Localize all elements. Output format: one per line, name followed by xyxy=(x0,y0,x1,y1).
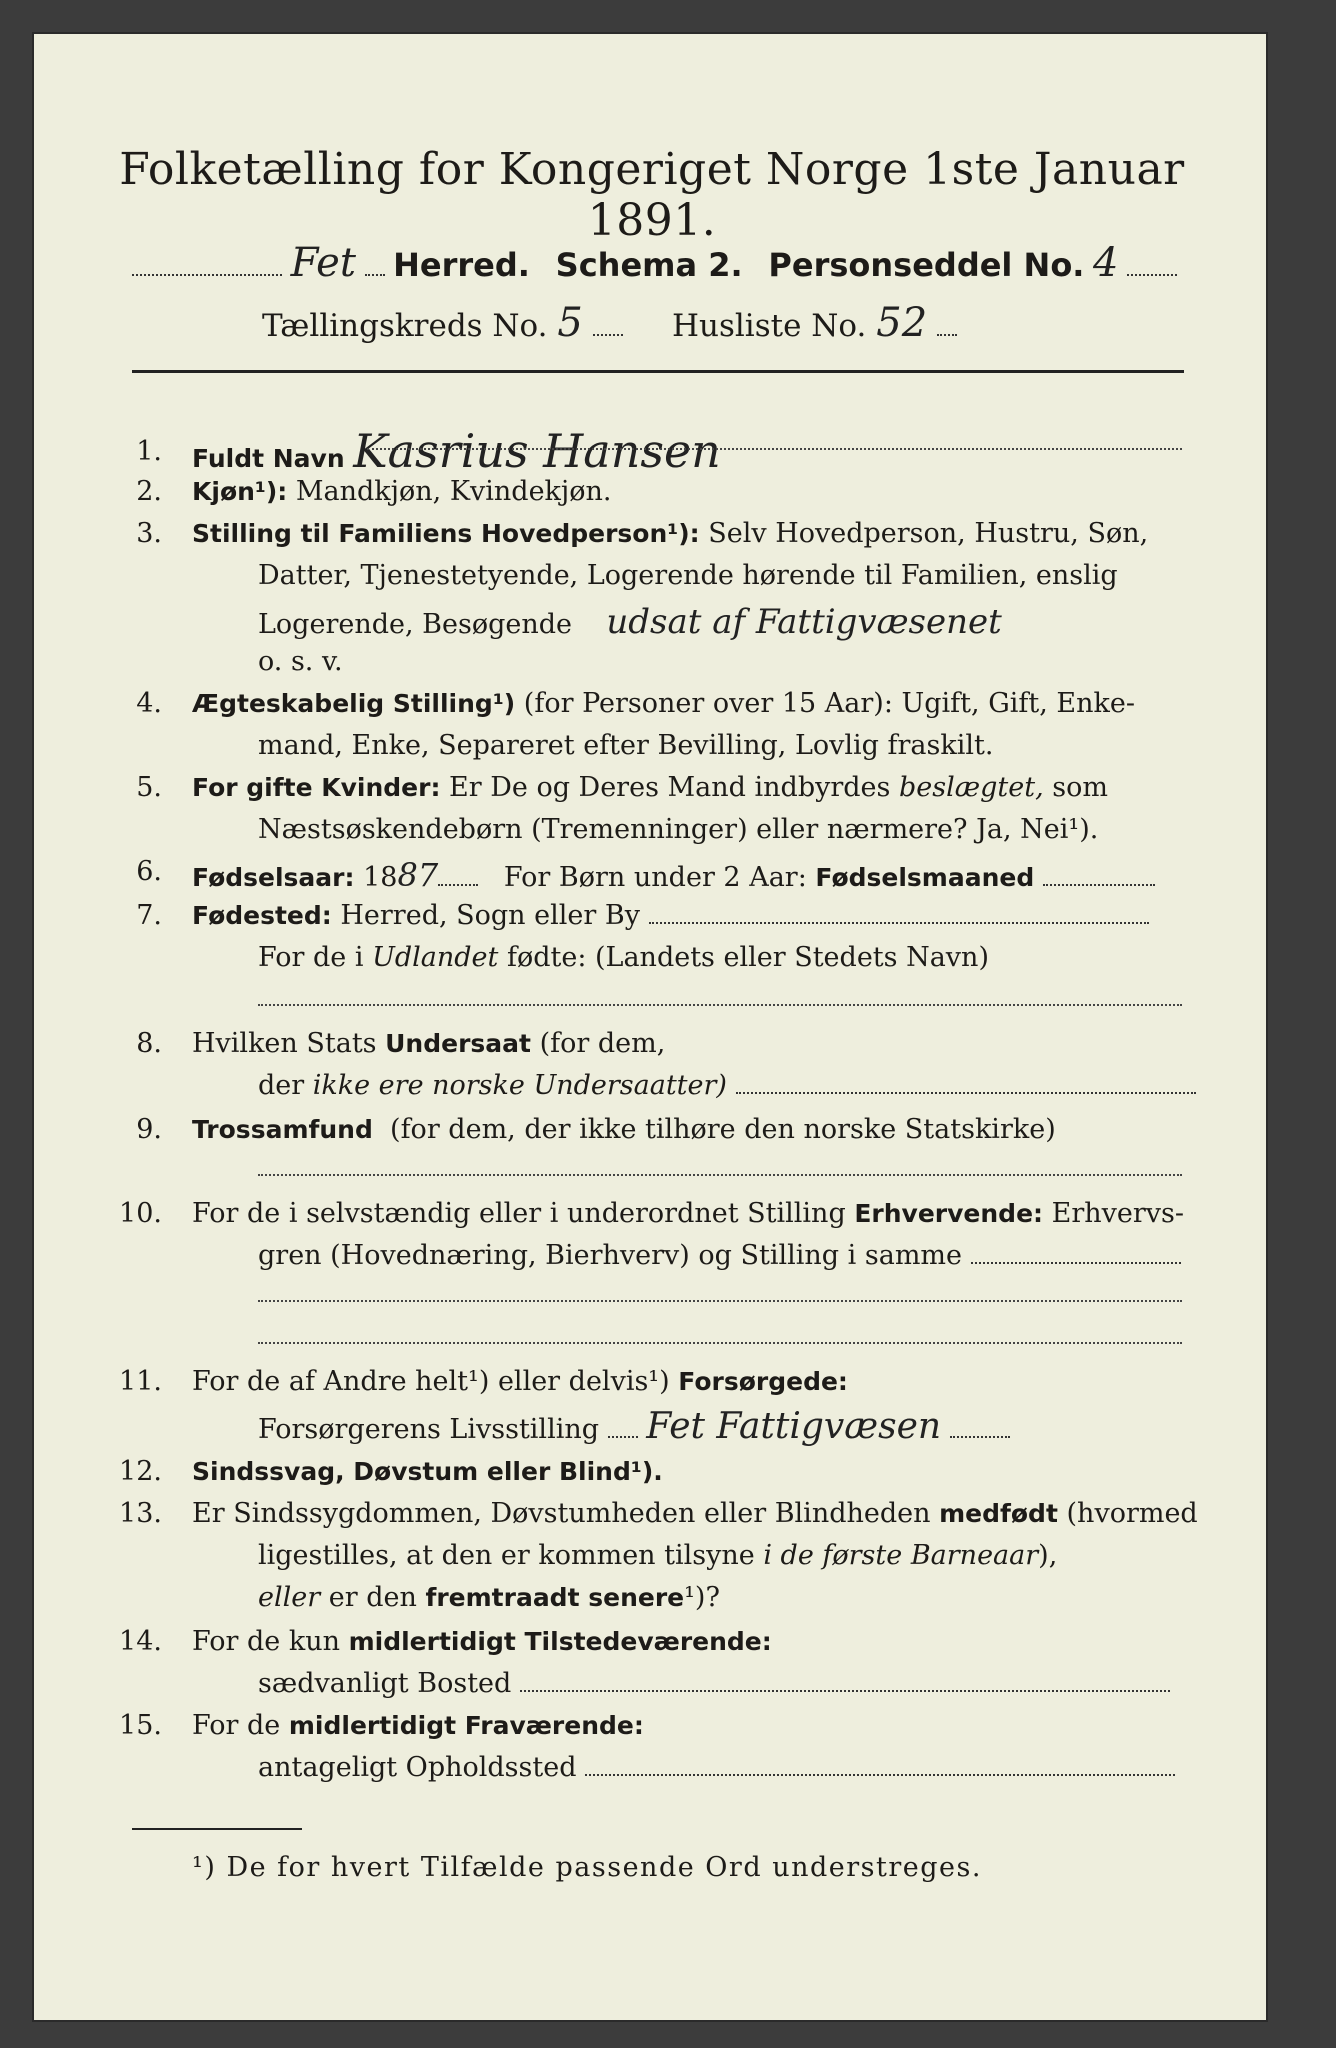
q15-number: 15. xyxy=(119,1710,162,1741)
q3-answer: udsat af Fattigvæsenet xyxy=(606,602,1002,642)
q5-text-2: Næstsøskendebørn (Tremenninger) eller nærmere? Ja, Nei¹). xyxy=(258,814,1099,845)
q15-line-1 xyxy=(192,1710,644,1741)
q6-label: Fødselsaar: xyxy=(192,863,355,892)
q2-text: Mandkjøn, Kvindekjøn. xyxy=(295,476,612,507)
q6-answer: 87 xyxy=(397,856,439,894)
q8-line-1 xyxy=(192,1028,665,1059)
q2-label: Kjøn¹): xyxy=(192,477,288,506)
q4-label: Ægteskabelig Stilling¹) xyxy=(192,689,516,718)
q14-text-2: sædvanligt Bosted xyxy=(258,1668,512,1699)
q13-line-3 xyxy=(258,1582,720,1613)
q5-line-1 xyxy=(192,772,1108,803)
personseddel-label: Personseddel No. xyxy=(768,246,1085,284)
husliste-label: Husliste No. xyxy=(671,308,867,344)
taellingskreds-line xyxy=(262,300,957,346)
q4-text-2: mand, Enke, Separeret efter Bevilling, Lovlig fraskilt. xyxy=(258,730,994,761)
q4-line-1 xyxy=(192,688,1135,719)
q13-number: 13. xyxy=(119,1498,162,1529)
q9-label: Trossamfund xyxy=(192,1115,373,1144)
taellingskreds-value: 5 xyxy=(557,300,583,346)
q13-text-3a: eller xyxy=(258,1582,321,1613)
q1-number: 1. xyxy=(136,436,162,467)
q5-label: For gifte Kvinder: xyxy=(192,773,441,802)
q15-label: midlertidigt Fraværende: xyxy=(288,1711,644,1740)
q2-number: 2. xyxy=(136,476,162,507)
q10-text-1a: For de i selvstændig eller i underordnet Stilling xyxy=(192,1198,846,1229)
footnote: ¹) De for hvert Tilfælde passende Ord understreges. xyxy=(192,1852,982,1883)
q6-prefix: 18 xyxy=(363,862,398,893)
q13-text-2b: i de første Barneaar xyxy=(763,1540,1039,1571)
footnote-rule xyxy=(132,1828,302,1830)
q8-text-2b: ikke ere norske Undersaatter) xyxy=(312,1070,727,1101)
q9-line xyxy=(192,1114,1056,1145)
q15-line-2 xyxy=(258,1752,1175,1783)
q12-label: Sindssvag, Døvstum eller Blind¹). xyxy=(192,1457,663,1486)
census-form-sheet xyxy=(32,32,1268,2022)
q12-number: 12. xyxy=(119,1456,162,1487)
q13-text-2c: ), xyxy=(1038,1540,1058,1571)
q13-line-2 xyxy=(258,1540,1057,1571)
q1-answer: Kasrius Hansen xyxy=(353,424,721,478)
q7-line-2 xyxy=(258,942,989,973)
q11-text-1: For de af Andre helt¹) eller delvis¹) xyxy=(192,1366,670,1397)
q15-text-1a: For de xyxy=(192,1710,281,1741)
q11-line-1 xyxy=(192,1366,848,1397)
q1-label: Fuldt Navn xyxy=(192,444,345,473)
q10-label: Erhvervende: xyxy=(854,1199,1044,1228)
q3-line-3 xyxy=(258,602,1002,642)
q5-number: 5. xyxy=(136,772,162,803)
q3-line-1 xyxy=(192,518,1148,549)
q13-text-1a: Er Sindssygdommen, Døvstumheden eller Blindheden xyxy=(192,1498,931,1529)
q7-text-1: Herred, Sogn eller By xyxy=(340,900,640,931)
q15-text-2: antageligt Opholdssted xyxy=(258,1752,577,1783)
q14-line-1 xyxy=(192,1626,772,1657)
q8-text-1b: (for dem, xyxy=(539,1028,666,1059)
q5-text-1a: Er De og Deres Mand indbyrdes xyxy=(449,772,891,803)
q1-line xyxy=(192,424,721,478)
q6-label-2: Fødselsmaaned xyxy=(815,863,1035,892)
husliste-value: 52 xyxy=(876,300,928,346)
q6-text: For Børn under 2 Aar: xyxy=(503,862,807,893)
q8-label: Undersaat xyxy=(385,1029,531,1058)
q7-number: 7. xyxy=(136,900,162,931)
q13-text-3b: er den xyxy=(328,1582,417,1613)
q11-label: Forsørgede: xyxy=(678,1367,848,1396)
q9-dotted-line xyxy=(258,1174,1182,1176)
herred-line xyxy=(132,240,1177,286)
q10-line-2 xyxy=(258,1240,1181,1271)
q10-dotted-line-2 xyxy=(258,1342,1182,1344)
q5-text-1b: beslægtet, xyxy=(898,772,1044,803)
q12-line xyxy=(192,1456,663,1487)
q3-label: Stilling til Familiens Hovedperson¹): xyxy=(192,519,700,548)
taellingskreds-label: Tællingskreds No. xyxy=(262,308,548,344)
q7-text-2c: fødte: (Landets eller Stedets Navn) xyxy=(506,942,989,973)
q8-number: 8. xyxy=(136,1028,162,1059)
schema-label: Schema 2. xyxy=(555,246,743,284)
q13-text-1b: medfødt xyxy=(939,1499,1058,1528)
q7-line-1 xyxy=(192,900,1149,931)
q13-text-3c: fremtraadt senere xyxy=(425,1583,685,1612)
q14-line-2 xyxy=(258,1668,1170,1699)
q4-text-1: (for Personer over 15 Aar): Ugift, Gift, Enke- xyxy=(523,688,1135,719)
form-title: Folketælling for Kongeriget Norge 1ste Januar 1891. xyxy=(119,144,1185,246)
q14-number: 14. xyxy=(119,1626,162,1657)
q3-text-4: o. s. v. xyxy=(258,646,343,677)
q5-text-1c: som xyxy=(1052,772,1108,803)
q8-text-1a: Hvilken Stats xyxy=(192,1028,377,1059)
q11-line-2 xyxy=(258,1406,1010,1447)
q9-number: 9. xyxy=(136,1114,162,1145)
q10-line-1 xyxy=(192,1198,1184,1229)
q1-dotted-line xyxy=(367,448,1182,450)
q3-text-1: Selv Hovedperson, Hustru, Søn, xyxy=(708,518,1149,549)
q13-text-2a: ligestilles, at den er kommen tilsyne xyxy=(258,1540,755,1571)
q8-line-2 xyxy=(258,1070,1196,1101)
q14-label: midlertidigt Tilstedeværende: xyxy=(348,1627,772,1656)
q10-text-2: gren (Hovednæring, Bierhverv) og Stilling i samme xyxy=(258,1240,963,1271)
q3-number: 3. xyxy=(136,518,162,549)
q7-dotted-line xyxy=(258,1004,1182,1006)
q9-text: (for dem, der ikke tilhøre den norske Statskirke) xyxy=(390,1114,1056,1145)
q3-text-2: Datter, Tjenestetyende, Logerende hørende til Familien, enslig xyxy=(258,560,1118,591)
q13-text-1c: (hvormed xyxy=(1066,1498,1198,1529)
q3-text-3: Logerende, Besøgende xyxy=(258,609,572,640)
q8-text-2a: der xyxy=(258,1070,305,1101)
q7-label: Fødested: xyxy=(192,901,332,930)
herred-label: Herred. xyxy=(393,246,530,284)
q11-number: 11. xyxy=(119,1366,162,1397)
herred-value: Fet xyxy=(290,240,356,286)
q10-dotted-line-1 xyxy=(258,1300,1182,1302)
q13-line-1 xyxy=(192,1498,1198,1529)
q10-text-1b: Erhvervs- xyxy=(1051,1198,1185,1229)
q10-number: 10. xyxy=(119,1198,162,1229)
q6-line xyxy=(192,856,1155,894)
header-rule xyxy=(132,370,1184,373)
q7-text-2a: For de i xyxy=(258,942,364,973)
q7-text-2b: Udlandet xyxy=(372,942,499,973)
personseddel-value: 4 xyxy=(1093,240,1119,286)
q14-text-1a: For de kun xyxy=(192,1626,340,1657)
q11-answer: Fet Fattigvæsen xyxy=(646,1406,942,1447)
q4-number: 4. xyxy=(136,688,162,719)
q2-line xyxy=(192,476,612,507)
q6-number: 6. xyxy=(136,856,162,887)
q13-text-3d: ¹)? xyxy=(684,1582,720,1613)
q11-text-2: Forsørgerens Livsstilling xyxy=(258,1414,600,1445)
